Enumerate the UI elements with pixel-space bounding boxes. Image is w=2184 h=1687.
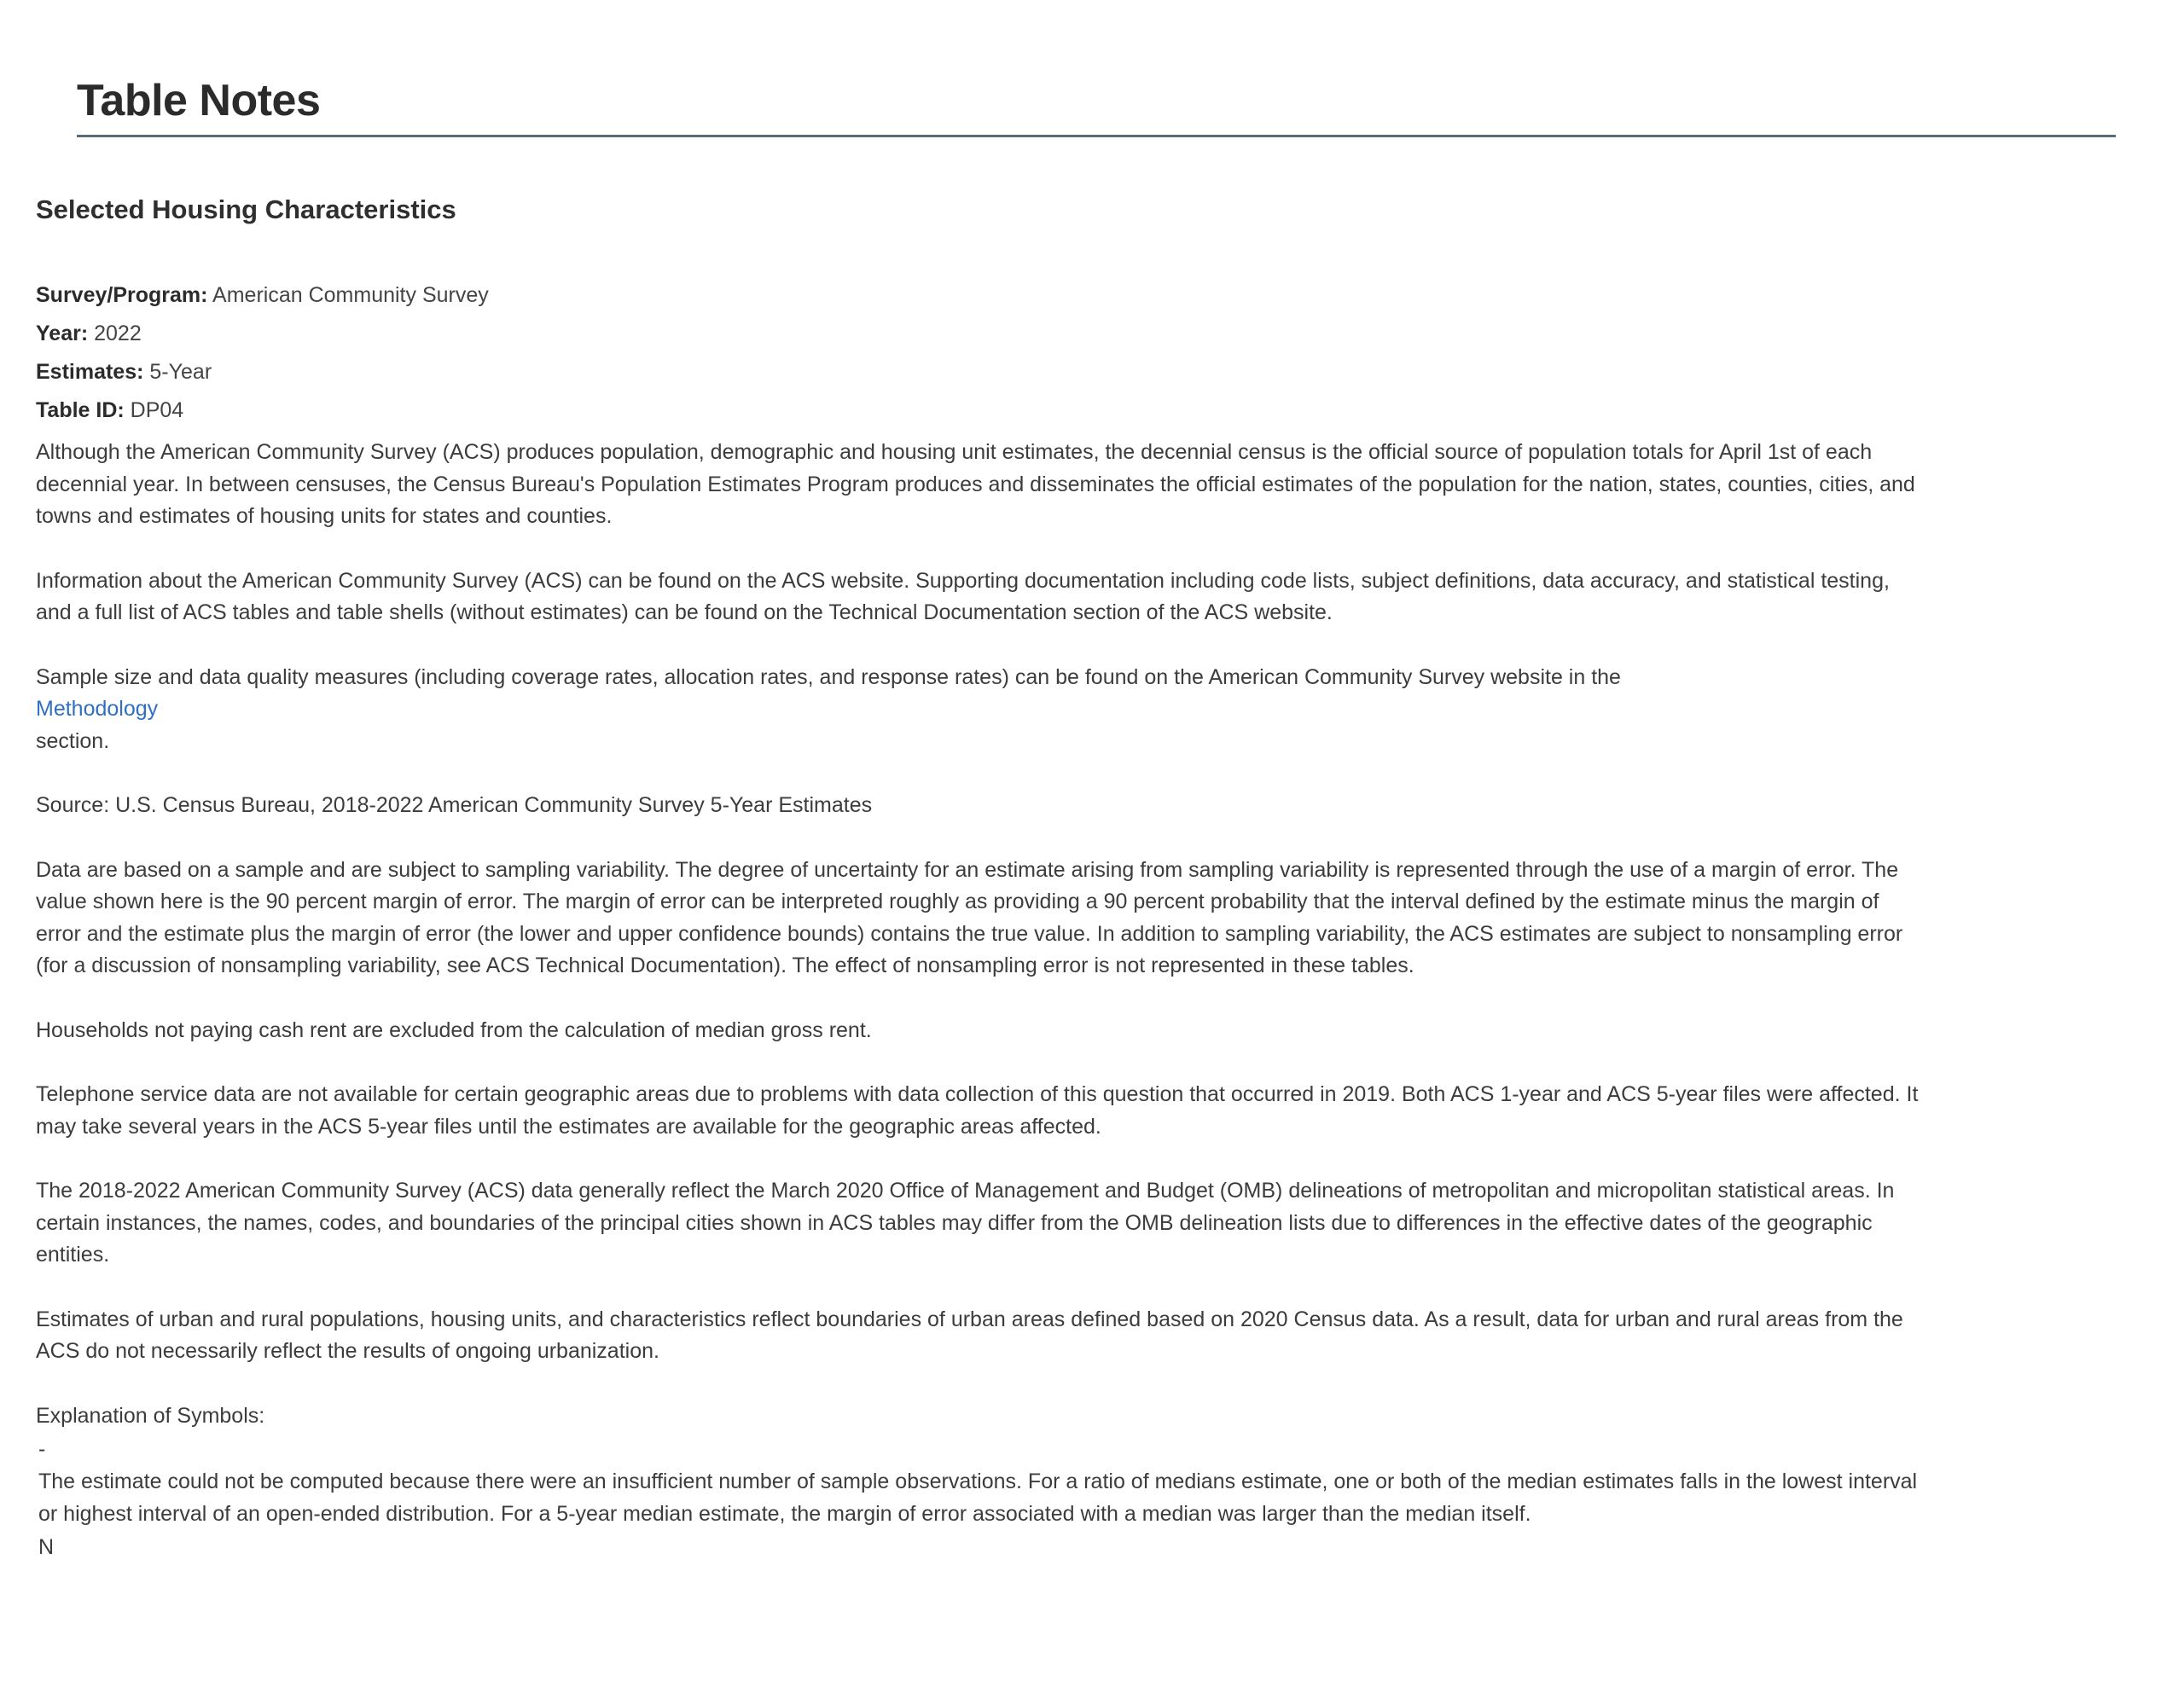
symbols-heading: Explanation of Symbols:: [36, 1403, 265, 1428]
meta-value: DP04: [130, 398, 184, 422]
note-line: certain instances, the names, codes, and boundaries of the principal cities shown in ACS tables may differ from the OMB delineation lists due to differences in the effective dates of the geographic: [36, 1210, 1873, 1235]
meta-survey-program: [36, 276, 2039, 315]
symbol-glyph: -: [38, 1437, 46, 1461]
symbol-desc-line: The estimate could not be computed because there were an insufficient number of sample observations. For a ratio of medians estimate, one or both of the median estimates falls in the lowest interval: [38, 1470, 1918, 1493]
note-line: section.: [36, 728, 110, 753]
note-telephone: [36, 1079, 2039, 1143]
note-line: may take several years in the ACS 5-year files until the estimates are available for the geographic areas affected.: [36, 1114, 1101, 1139]
note-omb: [36, 1175, 2039, 1272]
table-notes-page: [77, 0, 2116, 137]
symbol-item-n: [38, 1530, 2039, 1564]
note-line: ACS do not necessarily reflect the results of ongoing urbanization.: [36, 1339, 659, 1363]
note-sample-size: [36, 662, 2039, 758]
note-line: Estimates of urban and rural populations, housing units, and characteristics reflect boundaries of urban areas defined based on 2020 Census data. As a result, data for urban and rural areas from the: [36, 1307, 1903, 1331]
table-name: Selected Housing Characteristics: [36, 194, 456, 224]
meta-label: Table ID:: [36, 398, 125, 422]
page-title: Table Notes: [77, 76, 321, 125]
table-metadata: [36, 276, 2039, 430]
note-line: Telephone service data are not available for certain geographic areas due to problems with data collection of this question that occurred in 2019. Both ACS 1-year and ACS 5-year files were affected. It: [36, 1082, 1919, 1106]
note-urban-rural: [36, 1304, 2039, 1368]
meta-value: 5-Year: [149, 360, 212, 384]
note-line: and a full list of ACS tables and table shells (without estimates) can be found on the Technical Documentation section of the ACS website.: [36, 600, 1333, 624]
note-acs-info: [36, 565, 2039, 629]
note-line: Data are based on a sample and are subject to sampling variability. The degree of uncertainty for an estimate arising from sampling variability is represented through the use of a margin of error. The: [36, 857, 1899, 882]
note-sampling-variability: [36, 855, 2039, 983]
note-line: value shown here is the 90 percent margin of error. The margin of error can be interpreted roughly as providing a 90 percent probability that the interval defined by the estimate minus the margin of: [36, 890, 1879, 913]
meta-estimates: [36, 353, 2039, 391]
note-line: Although the American Community Survey (ACS) produces population, demographic and housing unit estimates, the decennial census is the official source of population totals for April 1st of each: [36, 440, 1873, 464]
note-source: [36, 790, 2039, 822]
note-line: Households not paying cash rent are excluded from the calculation of median gross rent.: [36, 1017, 872, 1042]
note-line: (for a discussion of nonsampling variability, see ACS Technical Documentation). The effect of nonsampling error is not represented in these tables.: [36, 954, 1414, 977]
symbol-item-dash: [38, 1432, 2039, 1530]
note-line: decennial year. In between censuses, the Census Bureau's Population Estimates Program produces and disseminates the official estimates of the population for the nation, states, counties, cities, and: [36, 472, 1915, 496]
note-line: error and the estimate plus the margin of error (the lower and upper confidence bounds) contains the true value. In addition to sampling variability, the ACS estimates are subject to nonsampling error: [36, 921, 1903, 946]
meta-value: 2022: [94, 322, 142, 345]
table-notes-content: [36, 193, 2039, 1564]
note-line: Source: U.S. Census Bureau, 2018-2022 American Community Survey 5-Year Estimates: [36, 793, 873, 817]
note-line: Sample size and data quality measures (including coverage rates, allocation rates, and response rates) can be found on the American Community Survey website in the: [36, 664, 1621, 689]
symbols-section: [36, 1400, 2039, 1565]
notes-list: [36, 437, 2039, 1564]
symbol-desc-line: or highest interval of an open-ended distribution. For a 5-year median estimate, the margin of error associated with a median was larger than the median itself.: [38, 1501, 1531, 1526]
symbol-glyph: N: [38, 1535, 55, 1559]
note-acs-vs-census: [36, 437, 2039, 533]
note-line: entities.: [36, 1243, 110, 1267]
meta-table-id: [36, 391, 2039, 430]
meta-year: [36, 315, 2039, 353]
note-line: The 2018-2022 American Community Survey (ACS) data generally reflect the March 2020 Office of Management and Budget (OMB) delineations of metropolitan and micropolitan statistical areas. In: [36, 1179, 1895, 1203]
symbol-description: [38, 1466, 2039, 1530]
meta-value: American Community Survey: [212, 283, 489, 307]
note-line: towns and estimates of housing units for states and counties.: [36, 504, 613, 528]
note-households: [36, 1015, 2039, 1047]
note-line: Information about the American Community Survey (ACS) can be found on the ACS website. Supporting documentation including code lists, subject definitions, data accuracy, and statistical testing,: [36, 568, 1890, 593]
meta-label: Year:: [36, 322, 89, 345]
title-divider: [77, 135, 2116, 137]
methodology-link[interactable]: Methodology: [36, 697, 159, 721]
meta-label: Estimates:: [36, 360, 144, 384]
meta-label: Survey/Program:: [36, 283, 208, 307]
